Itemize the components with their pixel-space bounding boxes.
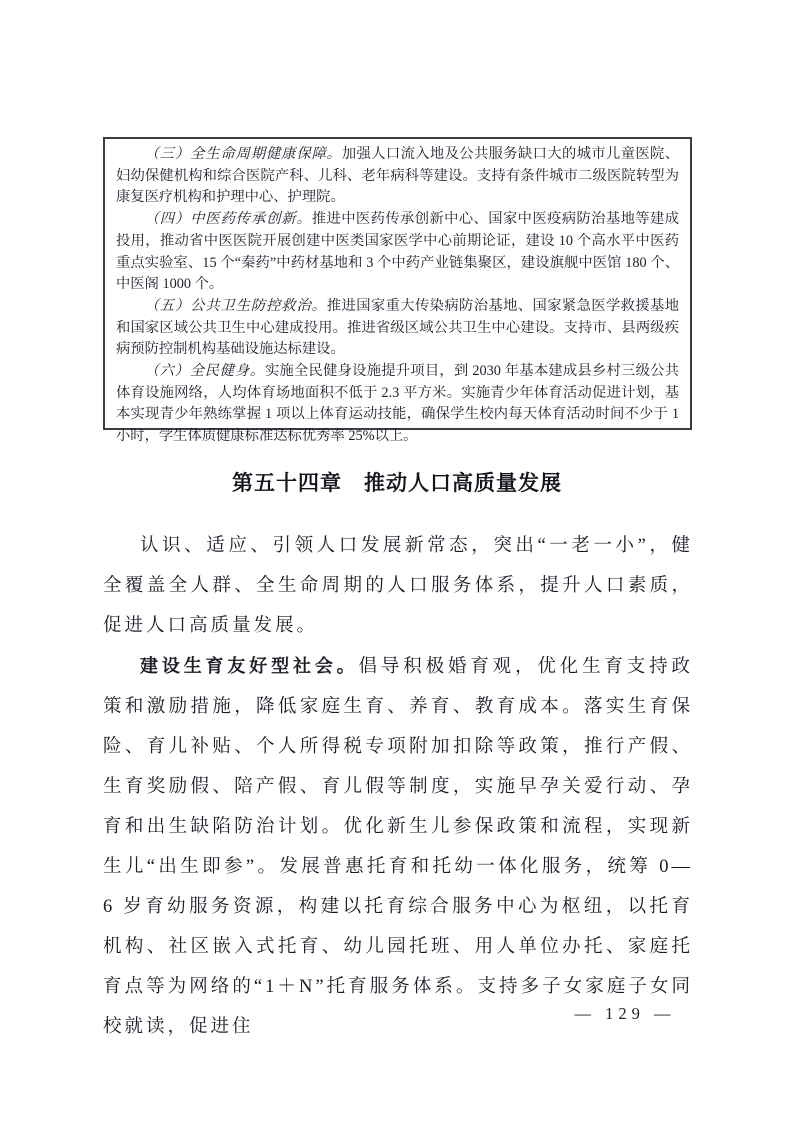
box-item-3 [116, 144, 679, 209]
box-item-6 [116, 361, 679, 448]
box-item-5-text: 推进国家重大传染病防治基地、国家紧急医学救援基地和国家区域公共卫生中心建成投用。推进省级区域公共卫生中心建设。支持市、县两级疾病预防控制机构基础设施达标建设。 [116, 297, 679, 358]
box-item-4 [116, 209, 679, 296]
box-item-3-text: 加强人口流入地及公共服务缺口大的城市儿童医院、妇幼保健机构和综合医院产科、儿科、老年病科等建设。支持有条件城市二级医院转型为康复医疗机构和护理中心、护理院。 [116, 146, 680, 206]
body-text-column [103, 526, 693, 1047]
paragraph-2-text: 倡导积极婚育观，优化生育支持政策和激励措施，降低家庭生育、养育、教育成本。落实生育保险、育儿补贴、个人所得税专项附加扣除等政策，推行产假、生育奖励假、陪产假、育儿假等制度，实施早孕关爱行动、孕育和出生缺陷防治计划。优化新生儿参保政策和流程，实现新生儿“出生即参”。发展普惠托育和托幼一体化服务，统筹 0—6 岁育幼服务资源，构建以托育综合服务中心为枢纽，以托育机构、社区嵌入式托育、幼儿园托班、用人单位办托、家庭托育点等为网络的“1＋N”托育服务体系。支持多子女家庭子女同校就读，促进住 [103, 657, 693, 1037]
page-number: — 129 — [574, 1004, 676, 1023]
paragraph-1-text: 认识、适应、引领人口发展新常态，突出“一老一小”，健全覆盖全人群、全生命周期的人口服务体系，提升人口素质，促进人口高质量发展。 [103, 536, 693, 636]
box-item-6-text: 实施全民健身设施提升项目，到 2030 年基本建成县乡村三级公共体育设施网络，人均体育场地面积不低于 2.3 平方米。实施青少年体育活动促进计划，基本实现青少年熟练掌握 1 项以上体育运动技能，确保学生校内每天体育活动时间不少于 1 小时，学生体质健康标准达标优秀率 25%以上。 [116, 363, 680, 445]
box-item-6-label: （六）全民健身。 [144, 363, 265, 380]
box-item-3-label: （三）全生命周期健康保障。 [144, 146, 342, 162]
box-item-5 [116, 296, 679, 361]
chapter-heading: 第五十四章 推动人口高质量发展 [232, 472, 562, 495]
paragraph-2-lead: 建设生育友好型社会。 [140, 656, 359, 676]
paragraph-1 [103, 526, 693, 646]
box-item-4-label: （四）中医药传承创新。 [144, 211, 312, 228]
paragraph-2 [103, 646, 693, 1047]
policy-callout-box [103, 137, 692, 445]
box-item-5-label: （五）公共卫生防控救治。 [144, 297, 327, 314]
box-item-4-text: 推进中医药传承创新中心、国家中医疫病防治基地等建成投用，推动省中医医院开展创建中医类国家医学中心前期论证，建设 10 个高水平中医药重点实验室、15 个“秦药”中药材基地和 3 个中药产业链集聚区，建设旗舰中医馆 180 个、中医阁 1000 个。 [116, 211, 679, 293]
